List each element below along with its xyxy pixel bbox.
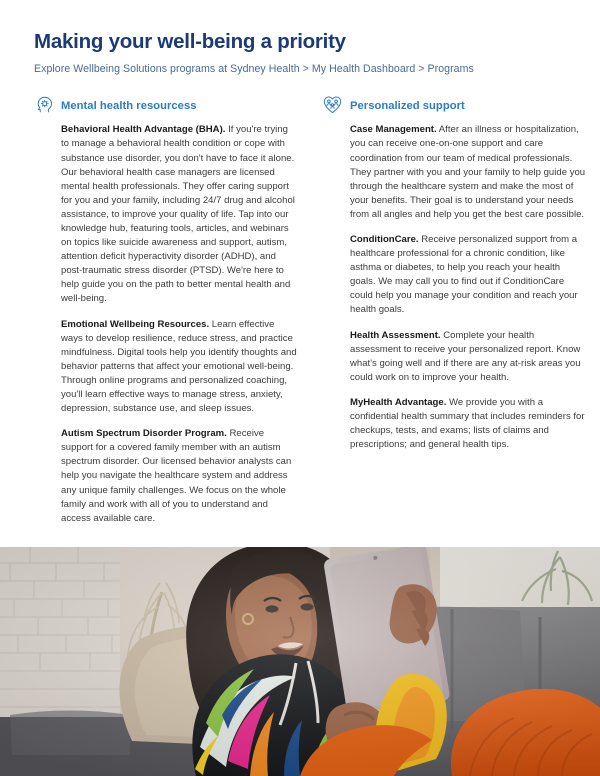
page-title: Making your well-being a priority: [34, 30, 346, 53]
paragraph-body: Learn effective ways to develop resilience, reduce stress, and practice mindfulness. Digital tools help you identify thoughts and behavior patterns that affect your emotional well-being. Through online programs and personalized coaching, you'll learn effective ways to manage stress, anxiety, depression, substance use, and sleep issues.: [61, 318, 297, 415]
paragraph-myhealth-advantage: [350, 396, 587, 452]
paragraph-bha: [61, 123, 298, 306]
paragraph-body: If you're trying to manage a behavioral health condition or cope with substance use disorder, you don't have to face it alone. Our behavioral health case managers are licensed mental health professionals. They offer caring support for you and your family, including 24/7 drug and alcohol assistance, to improve your quality of life. Tap into our knowledge hub, featuring tools, articles, and webinars on topics like suicide awareness and support, autism, attention deficit hyperactivity disorder (ADHD), and post-traumatic stress disorder (PTSD). We're here to help guide you on the path to better mental health and well-being.: [61, 124, 295, 305]
section-header-mental-health: [33, 96, 298, 117]
paragraph-lead: ConditionCare.: [350, 233, 419, 245]
paragraph-case-management: [350, 123, 587, 222]
paragraph-lead: Autism Spectrum Disorder Program.: [61, 428, 227, 440]
head-with-gear-icon: [33, 94, 54, 115]
photo-illustration: [0, 547, 600, 776]
hero-photo-woman-with-tablet: [0, 547, 600, 776]
section-title-mental-health: Mental health resourcess: [61, 100, 197, 113]
paragraph-body: Receive personalized support from a healthcare professional for a chronic condition, like asthma or diabetes, to help you reach your health goals. We may call you to find out if ConditionCare could help you manage your condition and reach your health goals.: [350, 233, 578, 316]
column-mental-health: [33, 96, 298, 526]
paragraph-body: We provide you with a confidential health summary that includes reminders for checkups, tests, and exams; lists of claims and prescriptions; and general health tips.: [350, 396, 585, 451]
column-personalized-support: [322, 96, 587, 526]
column-body-mental-health: [33, 123, 298, 526]
paragraph-lead: Case Management.: [350, 124, 437, 136]
paragraph-body: After an illness or hospitalization, you can receive one-on-one support and care coordination from our team of medical professionals. They partner with you and your family to help guide you through the healthcare system and make the most of your benefits. Their goal is to understand your needs from all angles and help you get the best care possible.: [350, 124, 586, 220]
paragraph-body: Receive support for a covered family member with an autism spectrum disorder. Our licensed behavior analysts can help you navigate the healthcare system and address any unique family challenges. We focus on the whole family and work with all of you to understand and access available care.: [61, 428, 292, 524]
paragraph-lead: Behavioral Health Advantage (BHA).: [61, 124, 226, 136]
paragraph-autism-program: [61, 427, 298, 526]
paragraph-emotional-wellbeing: [61, 318, 298, 417]
paragraph-health-assessment: [350, 329, 587, 385]
heart-with-family-icon: [322, 94, 343, 115]
paragraph-lead: Health Assessment.: [350, 329, 441, 341]
paragraph-body: Complete your health assessment to receive your personalized report. Know what's going well and if there are any at-risk areas you could work on to improve your health.: [350, 329, 581, 383]
page-header: [0, 0, 600, 76]
paragraph-lead: MyHealth Advantage.: [350, 396, 447, 408]
section-header-personalized-support: [322, 96, 587, 117]
breadcrumb: Explore Wellbeing Solutions programs at Sydney Health > My Health Dashboard > Programs: [34, 62, 474, 75]
content-columns: [0, 76, 600, 526]
paragraph-lead: Emotional Wellbeing Resources.: [61, 318, 210, 330]
column-body-personalized-support: [322, 123, 587, 452]
section-title-personalized-support: Personalized support: [350, 100, 465, 113]
paragraph-conditioncare: [350, 233, 587, 318]
